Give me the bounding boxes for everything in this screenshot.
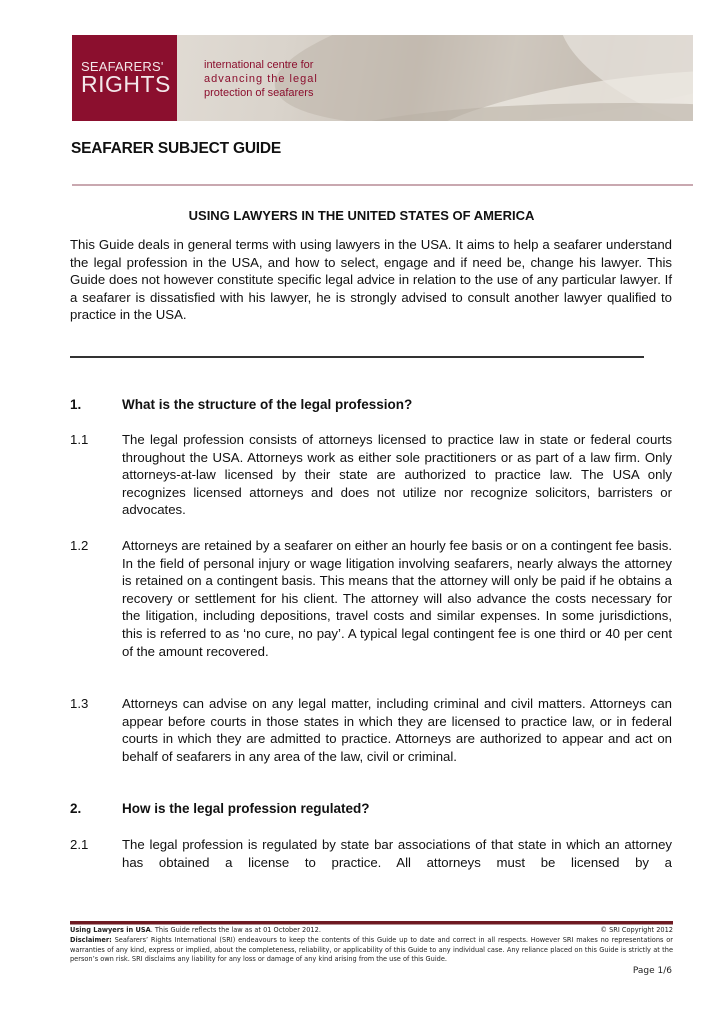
divider bbox=[72, 184, 693, 186]
guide-title: SEAFARER SUBJECT GUIDE bbox=[71, 140, 282, 157]
footer-title-rest: . This Guide reflects the law as at 01 October 2012. bbox=[150, 926, 321, 934]
divider bbox=[70, 356, 644, 358]
tagline bbox=[204, 58, 318, 100]
section-number: 2. bbox=[70, 801, 82, 816]
item-text: Attorneys are retained by a seafarer on either an hourly fee basis or on a contingent fee basis. In the field of personal injury or wage litigation involving seafarers, nearly always the attorney is retained on a contingent basis. This means that the attorney will only be paid if he obtains a recovery or settlement for his client. The attorney will also advance the costs necessary for the litigation, including depositions, travel costs and similar expenses. In some jurisdictions, this is referred to as ‘no cure, no pay’. A typical legal contingent fee is one third or 40 per cent of the amount recovered. bbox=[122, 538, 672, 659]
item-text: Attorneys can advise on any legal matter, including criminal and civil matters. Attorneys can appear before courts in those states in which they are licensed to practice law, or in federal courts in which they are admitted to practice. Attorneys are authorized to appear and act on behalf of seafarers in any area of the law, civil or criminal. bbox=[122, 696, 672, 764]
footer-title bbox=[70, 926, 673, 936]
item-number: 1.1 bbox=[70, 432, 89, 447]
copyright: © SRI Copyright 2012 bbox=[600, 926, 673, 934]
footer-divider bbox=[70, 924, 673, 925]
footer bbox=[70, 926, 673, 965]
tagline-line: advancing the legal bbox=[204, 73, 318, 85]
tagline-line: protection of seafarers bbox=[204, 87, 314, 99]
item-number: 2.1 bbox=[70, 837, 89, 852]
section-heading: How is the legal profession regulated? bbox=[122, 801, 370, 816]
item-number: 1.2 bbox=[70, 538, 89, 553]
item-number: 1.3 bbox=[70, 696, 89, 711]
item-text: The legal profession consists of attorneys licensed to practice law in state or federal courts throughout the USA. Attorneys work as either sole practitioners or as part of a law firm. Only attorneys-at-law licensed by their state are authorized to practice law. The USA only recognizes licensed attorneys and does not utilize nor recognize solicitors, barristers or advocates. bbox=[122, 432, 672, 518]
page-number: Page 1/6 bbox=[632, 966, 672, 976]
tagline-line: international centre for bbox=[204, 59, 314, 71]
item-text: The legal profession is regulated by state bar associations of that state in which an attorney has obtained a license to practice. All attorneys must be licensed by a bbox=[122, 837, 672, 870]
header-banner bbox=[72, 35, 693, 121]
section-heading: What is the structure of the legal profession? bbox=[122, 397, 413, 412]
footer-title-bold: Using Lawyers in USA bbox=[70, 926, 151, 934]
section-number: 1. bbox=[70, 397, 82, 412]
disclaimer-label: Disclaimer: bbox=[70, 935, 112, 944]
document-title: USING LAWYERS IN THE UNITED STATES OF AMERICA bbox=[188, 208, 535, 223]
logo-line1: SEAFARERS' bbox=[81, 59, 164, 74]
logo bbox=[72, 35, 177, 121]
intro-paragraph: This Guide deals in general terms with using lawyers in the USA. It aims to help a seafarer understand the legal profession in the USA, and how to select, engage and if need be, change his lawyer. This Guide does not however constitute specific legal advice in relation to the use of any particular lawyer. If a seafarer is dissatisfied with his lawyer, he is strongly advised to consult another lawyer qualified to practice in the USA. bbox=[70, 237, 672, 323]
disclaimer-text: Seafarers’ Rights International (SRI) endeavours to keep the contents of this Guide up to date and correct in all respects. However SRI makes no representations or warranties of any kind, express or implied, about the completeness, reliability, or applicability of this Guide to any individual case. Any reliance placed on this Guide is strictly at the person’s own risk. SRI disclaims any liability for any loss or damage of any kind arising from the use of this Guide. bbox=[70, 935, 673, 964]
disclaimer bbox=[70, 936, 673, 965]
logo-line2: RIGHTS bbox=[81, 71, 171, 97]
